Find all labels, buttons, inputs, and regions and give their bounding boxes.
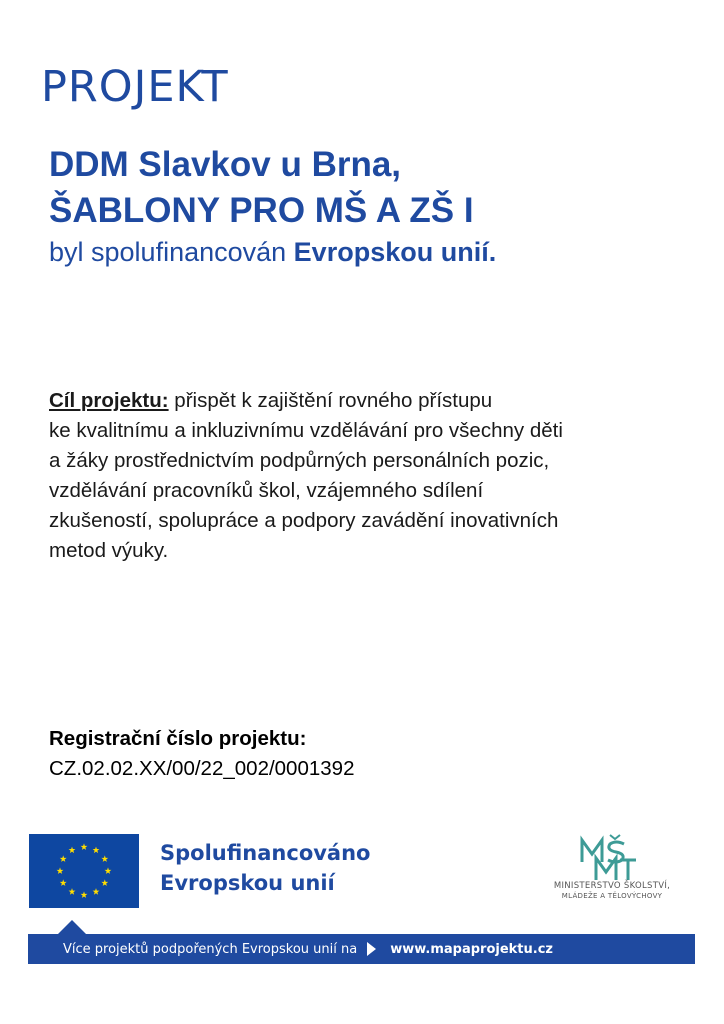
- goal-line: ke kvalitnímu a inkluzivnímu vzdělávání pro všechny děti: [49, 419, 563, 442]
- page-heading: PROJEKT: [41, 62, 229, 112]
- banner-url-link[interactable]: www.mapaprojektu.cz: [390, 941, 553, 957]
- goal-line: [49, 386, 679, 416]
- cofinanced-prefix: byl spolufinancován: [49, 237, 294, 267]
- banner-text: Více projektů podpořených Evropskou unií na: [63, 941, 358, 957]
- goal-line: zkušeností, spolupráce a podpory zavádění inovativních: [49, 509, 559, 532]
- eu-star-icon: [93, 888, 100, 895]
- msmt-name-line-1: MINISTERSTVO ŠKOLSTVÍ,: [553, 881, 671, 891]
- eu-flag-icon: [29, 834, 139, 908]
- eu-logo-line-1: Spolufinancováno: [160, 841, 371, 865]
- eu-star-icon: [101, 855, 108, 862]
- goal-label: Cíl projektu:: [49, 389, 169, 412]
- goal-text: přispět k zajištění rovného přístupu: [168, 389, 493, 412]
- msmt-name-line-2: MLÁDEŽE A TĚLOVÝCHOVY: [561, 892, 663, 900]
- eu-star-icon: [81, 843, 88, 850]
- registration-number: CZ.02.02.XX/00/22_002/0001392: [49, 757, 355, 780]
- goal-line: metod výuky.: [49, 539, 169, 562]
- eu-star-icon: [93, 847, 100, 854]
- project-title-line-2: ŠABLONY PRO MŠ A ZŠ I: [49, 191, 474, 230]
- eu-star-icon: [60, 855, 67, 862]
- goal-line: vzdělávání pracovníků škol, vzájemného sdílení: [49, 479, 484, 502]
- project-goal: [49, 386, 679, 566]
- eu-cofinanced-logo-text: [160, 838, 370, 898]
- cofinanced-eu: Evropskou unií.: [293, 237, 497, 267]
- eu-stars-icon: [29, 834, 139, 908]
- eu-star-icon: [69, 847, 76, 854]
- project-title-block: [49, 142, 496, 270]
- project-title-line-1: DDM Slavkov u Brna,: [49, 145, 402, 184]
- eu-star-icon: [81, 891, 88, 898]
- eu-star-icon: [105, 867, 112, 874]
- eu-star-icon: [101, 879, 108, 886]
- eu-star-icon: [57, 867, 64, 874]
- footer-banner: [28, 934, 695, 964]
- registration-label: Registrační číslo projektu:: [49, 727, 307, 750]
- cofinanced-statement: [49, 234, 496, 270]
- banner-notch: [58, 920, 86, 934]
- goal-line: a žáky prostřednictvím podpůrných personálních pozic,: [49, 449, 550, 472]
- eu-star-icon: [69, 888, 76, 895]
- eu-star-icon: [60, 879, 67, 886]
- eu-logo-line-2: Evropskou unií: [160, 871, 335, 895]
- msmt-name: [532, 881, 692, 901]
- registration-block: [49, 724, 354, 784]
- arrow-right-icon: [367, 942, 376, 956]
